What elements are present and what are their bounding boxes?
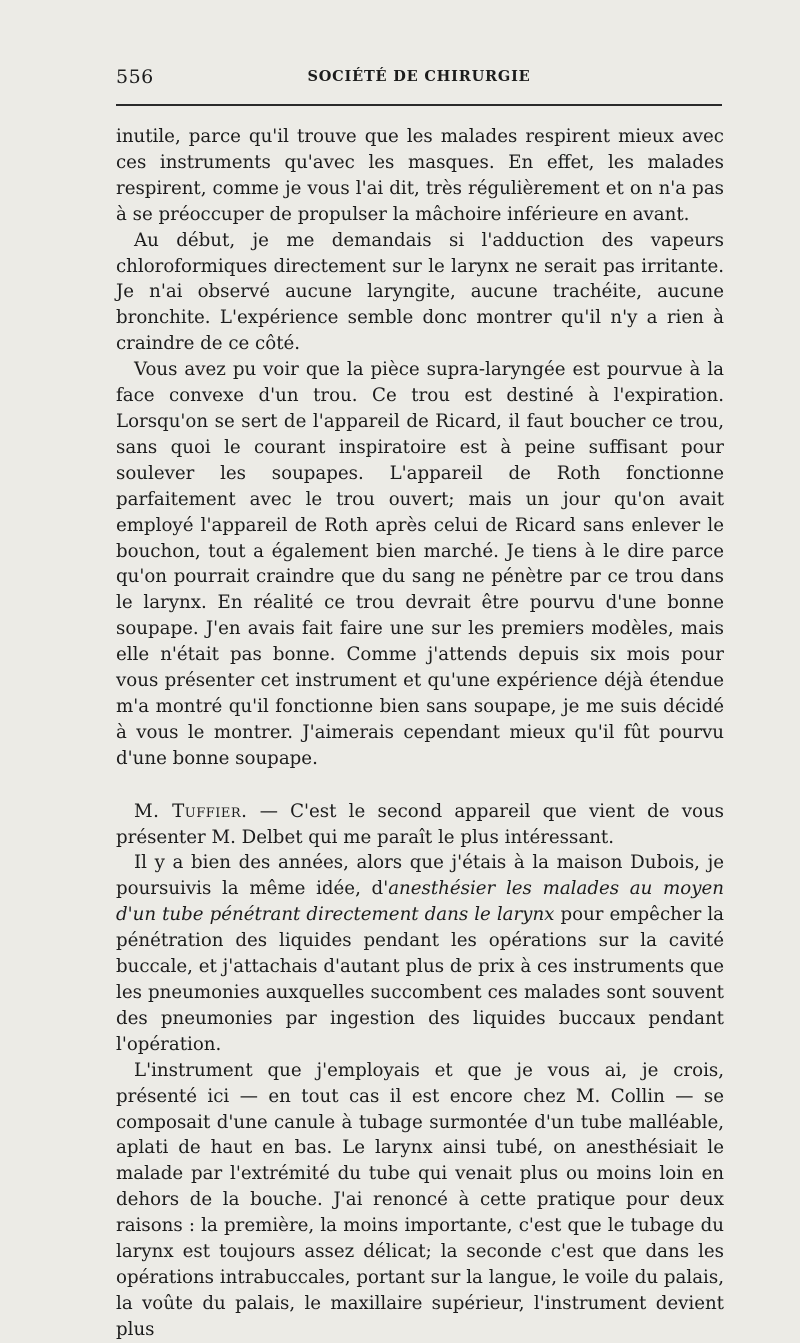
running-title: SOCIÉTÉ DE CHIRURGIE xyxy=(307,68,531,85)
paragraph-4-text: — C'est le second appareil que vient de vous présenter M. Delbet qui me paraît le plus intéressant. xyxy=(116,800,724,848)
paragraph-5 xyxy=(116,850,724,1057)
paragraph-5-before: Il y a bien des années, alors que j'étais à la maison Dubois, je poursuivis la même idée, d' xyxy=(116,852,724,900)
paragraph-6: L'instrument que j'employais et que je vous ai, je crois, présenté ici — en tout cas il est encore chez M. Collin — se composait d'une canule à tubage surmontée d'un tube malléable, aplati de haut en bas. Le larynx ainsi tubé, on anesthésiait le malade par l'extrémité du tube qui venait plus ou moins loin en dehors de la bouche. J'ai renoncé à cette pratique pour deux raisons : la première, la moins importante, c'est que le tubage du larynx est toujours assez délicat; la seconde c'est que dans les opérations intrabuccales, portant sur la langue, le voile du palais, la voûte du palais, le maxillaire supérieur, l'instrument devient plus xyxy=(116,1059,724,1340)
page-number: 556 xyxy=(116,66,154,88)
body-text xyxy=(116,124,724,1343)
page-header xyxy=(116,66,722,96)
paragraph-3: Vous avez pu voir que la pièce supra-laryngée est pourvue à la face convexe d'un trou. Ce trou est destiné à l'expiration. Lorsqu'on se sert de l'appareil de Ricard, il faut boucher ce trou, sans quoi le courant inspiratoire est à peine suffisant pour soulever les soupapes. L'appareil de Roth fonctionne parfaitement avec le trou ouvert; mais un jour qu'on avait employé l'appareil de Roth après celui de Ricard sans enlever le bouchon, tout a également bien marché. Je tiens à le dire parce qu'on pourrait craindre que du sang ne pénètre par ce trou dans le larynx. En réalité ce trou devrait être pourvu d'une bonne soupape. J'en avais fait faire une sur les premiers modèles, mais elle n'était pas bonne. Comme j'attends depuis six mois pour vous présenter cet instrument et qu'une expérience déjà étendue m'a montré qu'il fonctionne bien sans soupape, je me suis décidé à vous le montrer. J'aimerais cependant mieux qu'il fût pourvu d'une bonne soupape. xyxy=(116,359,724,769)
header-rule xyxy=(116,104,722,106)
paragraph-5-after: pour empêcher la pénétration des liquides pendant les opérations sur la cavité buccale, et j'attachais d'autant plus de prix à ces instruments que les pneumonies auxquelles succombent ces malades sont souvent des pneumonies par ingestion des liquides buccaux pendant l'opération. xyxy=(116,904,725,1055)
paragraph-5-italic: anesthésier les malades au moyen d'un tube pénétrant directement dans le larynx xyxy=(116,878,724,926)
paragraph-4 xyxy=(116,799,724,851)
paragraph-1: inutile, parce qu'il trouve que les malades respirent mieux avec ces instruments qu'avec les masques. En effet, les malades respirent, comme je vous l'ai dit, très régulièrement et on n'a pas à se préoccuper de propulser la mâchoire inférieure en avant. xyxy=(116,126,724,225)
speaker-name: M. Tuffier. xyxy=(134,800,248,822)
paragraph-2: Au début, je me demandais si l'adduction des vapeurs chloroformiques directement sur le larynx ne serait pas irritante. Je n'ai observé aucune laryngite, aucune trachéite, aucune bronchite. L'expérience semble donc montrer qu'il n'y a rien à craindre de ce côté. xyxy=(116,229,724,355)
